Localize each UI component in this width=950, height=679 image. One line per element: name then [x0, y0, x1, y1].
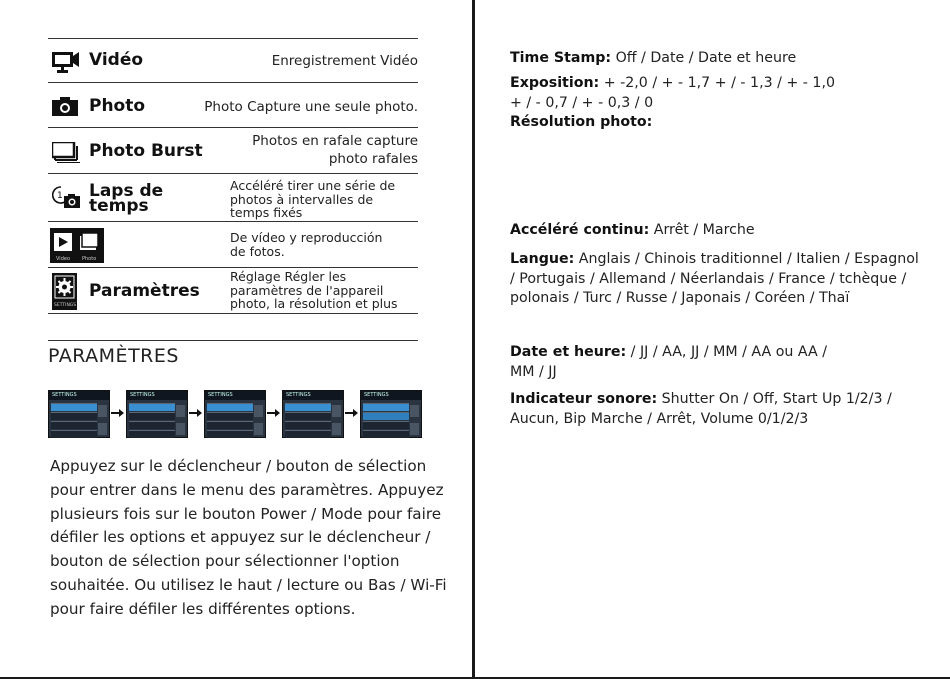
mode-name: Vidéo [89, 50, 144, 70]
setting-value: Off / Date / Date et heure [611, 50, 797, 66]
setting-language [510, 250, 920, 309]
instructions-text: Appuyez sur le déclencheur / bouton de sélection pour entrer dans le menu des paramètres. Appuyez plusieurs fois sur le bouton Power / Mode pour faire défiler les options et appuyez sur le déclencheur / bouton de sélection pour sélectionner l'option souhaitée. Ou utilisez le haut / lecture ou Bas / Wi-Fi pour faire défiler les différentes options. [50, 457, 447, 618]
setting-value: + / - 0,7 / + - 0,3 / 0 [510, 94, 654, 111]
screen-header: SETTINGS [130, 392, 155, 398]
setting-value: / JJ / AA, JJ / MM / AA ou AA / MM / JJ [510, 344, 827, 380]
description-line: photos à intervalles de [230, 191, 374, 207]
arrow-right-icon [189, 408, 202, 418]
description-line: photo, la résolution et plus [230, 296, 398, 311]
screen-item [285, 412, 331, 420]
mode-row-settings [48, 267, 418, 314]
page-divider [472, 0, 475, 679]
setting-label: Date et heure: [510, 344, 627, 360]
screen-item [51, 430, 97, 438]
scroll-down-icon [98, 423, 107, 435]
section-title: PARAMÈTRES [48, 340, 418, 367]
description-line: Photos en rafale capture [252, 133, 418, 149]
photo-burst-icon [52, 142, 80, 163]
playback-icon [50, 228, 104, 263]
mode-row-playback [48, 221, 418, 267]
description-line: de fotos. [230, 243, 285, 259]
mode-row-photo-burst [48, 127, 418, 173]
name-line: temps [89, 196, 149, 216]
screen-item [207, 412, 253, 420]
arrow-right-icon [111, 408, 124, 418]
mode-description [230, 231, 382, 258]
screen-item [51, 403, 97, 411]
name-line: Laps de [89, 181, 164, 201]
screen-item [285, 403, 331, 411]
setting-date-time [510, 343, 850, 382]
mode-row-video [48, 38, 418, 82]
mode-description: Photo Capture une seule photo. [204, 99, 418, 115]
scroll-down-icon [332, 423, 341, 435]
scroll-up-icon [176, 405, 185, 417]
mode-list [48, 38, 418, 314]
scroll-down-icon [176, 423, 185, 435]
scroll-up-icon [254, 405, 263, 417]
mode-row-photo [48, 82, 418, 127]
icon-label-settings: SETTINGS [54, 303, 77, 308]
icon-label-photo: Photo [82, 256, 97, 262]
description-line: De vídeo y reproducción [230, 230, 383, 245]
screen-item [207, 403, 253, 411]
screen-item [51, 421, 97, 429]
setting-photo-resolution [510, 113, 920, 133]
description-line: Réglage Régler les [230, 269, 347, 284]
description-line: photo rafales [328, 151, 418, 167]
screen-header: SETTINGS [52, 392, 77, 398]
mode-row-timelapse [48, 173, 418, 221]
setting-sound-indicator [510, 390, 905, 429]
mode-name: Photo [89, 96, 146, 116]
description-line: paramètres de l'appareil [230, 282, 384, 298]
screen-item [129, 421, 175, 429]
mode-name: Paramètres [89, 281, 200, 301]
settings-screen [282, 390, 344, 438]
mode-name: Photo Burst [89, 141, 203, 161]
mode-description [230, 270, 398, 311]
screen-header: SETTINGS [364, 392, 389, 398]
svg-text:1: 1 [57, 191, 63, 201]
settings-gear-icon [52, 273, 77, 310]
screen-item [129, 412, 175, 420]
mode-description: Enregistrement Vidéo [271, 53, 418, 69]
setting-continuous-lapse [510, 221, 920, 241]
setting-label: Exposition: [510, 75, 600, 91]
screen-header: SETTINGS [286, 392, 311, 398]
setting-label: Résolution photo: [510, 114, 653, 130]
screen-item [285, 430, 331, 438]
scroll-up-icon [410, 405, 419, 417]
screen-item [207, 430, 253, 438]
screen-item [207, 421, 253, 429]
screen-item [129, 403, 175, 411]
setting-value: Anglais / Chinois traditionnel / Italien / Espagnol / Portugais / Allemand / Néerlandais / France / tchèque / polonais / Turc / Russe / Japonais / Coréen / Thaï [510, 251, 919, 306]
arrow-right-icon [345, 408, 358, 418]
settings-screen [204, 390, 266, 438]
setting-label: Time Stamp: [510, 50, 612, 66]
timelapse-icon [52, 185, 80, 209]
screen-item [363, 403, 409, 411]
scroll-down-icon [254, 423, 263, 435]
icon-label-video: Video [56, 256, 71, 262]
photo-camera-icon [52, 97, 78, 116]
screen-item [51, 412, 97, 420]
screen-item [363, 412, 409, 420]
settings-screen [126, 390, 188, 438]
mode-description [230, 179, 395, 220]
setting-label: Accéléré continu: [510, 222, 650, 238]
settings-screens [48, 390, 422, 438]
setting-time-stamp [510, 49, 920, 69]
setting-label: Indicateur sonore: [510, 391, 658, 407]
screen-header: SETTINGS [208, 392, 233, 398]
screen-item [285, 421, 331, 429]
scroll-down-icon [410, 423, 419, 435]
setting-label: Langue: [510, 251, 575, 267]
settings-screen [360, 390, 422, 438]
setting-value: + -2,0 / + - 1,7 + / - 1,3 / + - 1,0 [599, 75, 835, 91]
video-camera-icon [52, 52, 79, 73]
mode-description [252, 134, 418, 167]
arrow-right-icon [267, 408, 280, 418]
setting-value: Arrêt / Marche [649, 222, 755, 238]
setting-exposure [510, 74, 920, 113]
setting-value: Shutter On / Off, Start Up 1/2/3 / Aucun, Bip Marche / Arrêt, Volume 0/1/2/3 [510, 391, 892, 427]
screen-item [363, 421, 409, 429]
screen-item [363, 430, 409, 438]
description-line: temps fixés [230, 205, 303, 220]
scroll-up-icon [98, 405, 107, 417]
scroll-up-icon [332, 405, 341, 417]
description-line: Accéléré tirer une série de [230, 178, 396, 193]
settings-screen [48, 390, 110, 438]
screen-item [129, 430, 175, 438]
mode-name [89, 181, 164, 216]
